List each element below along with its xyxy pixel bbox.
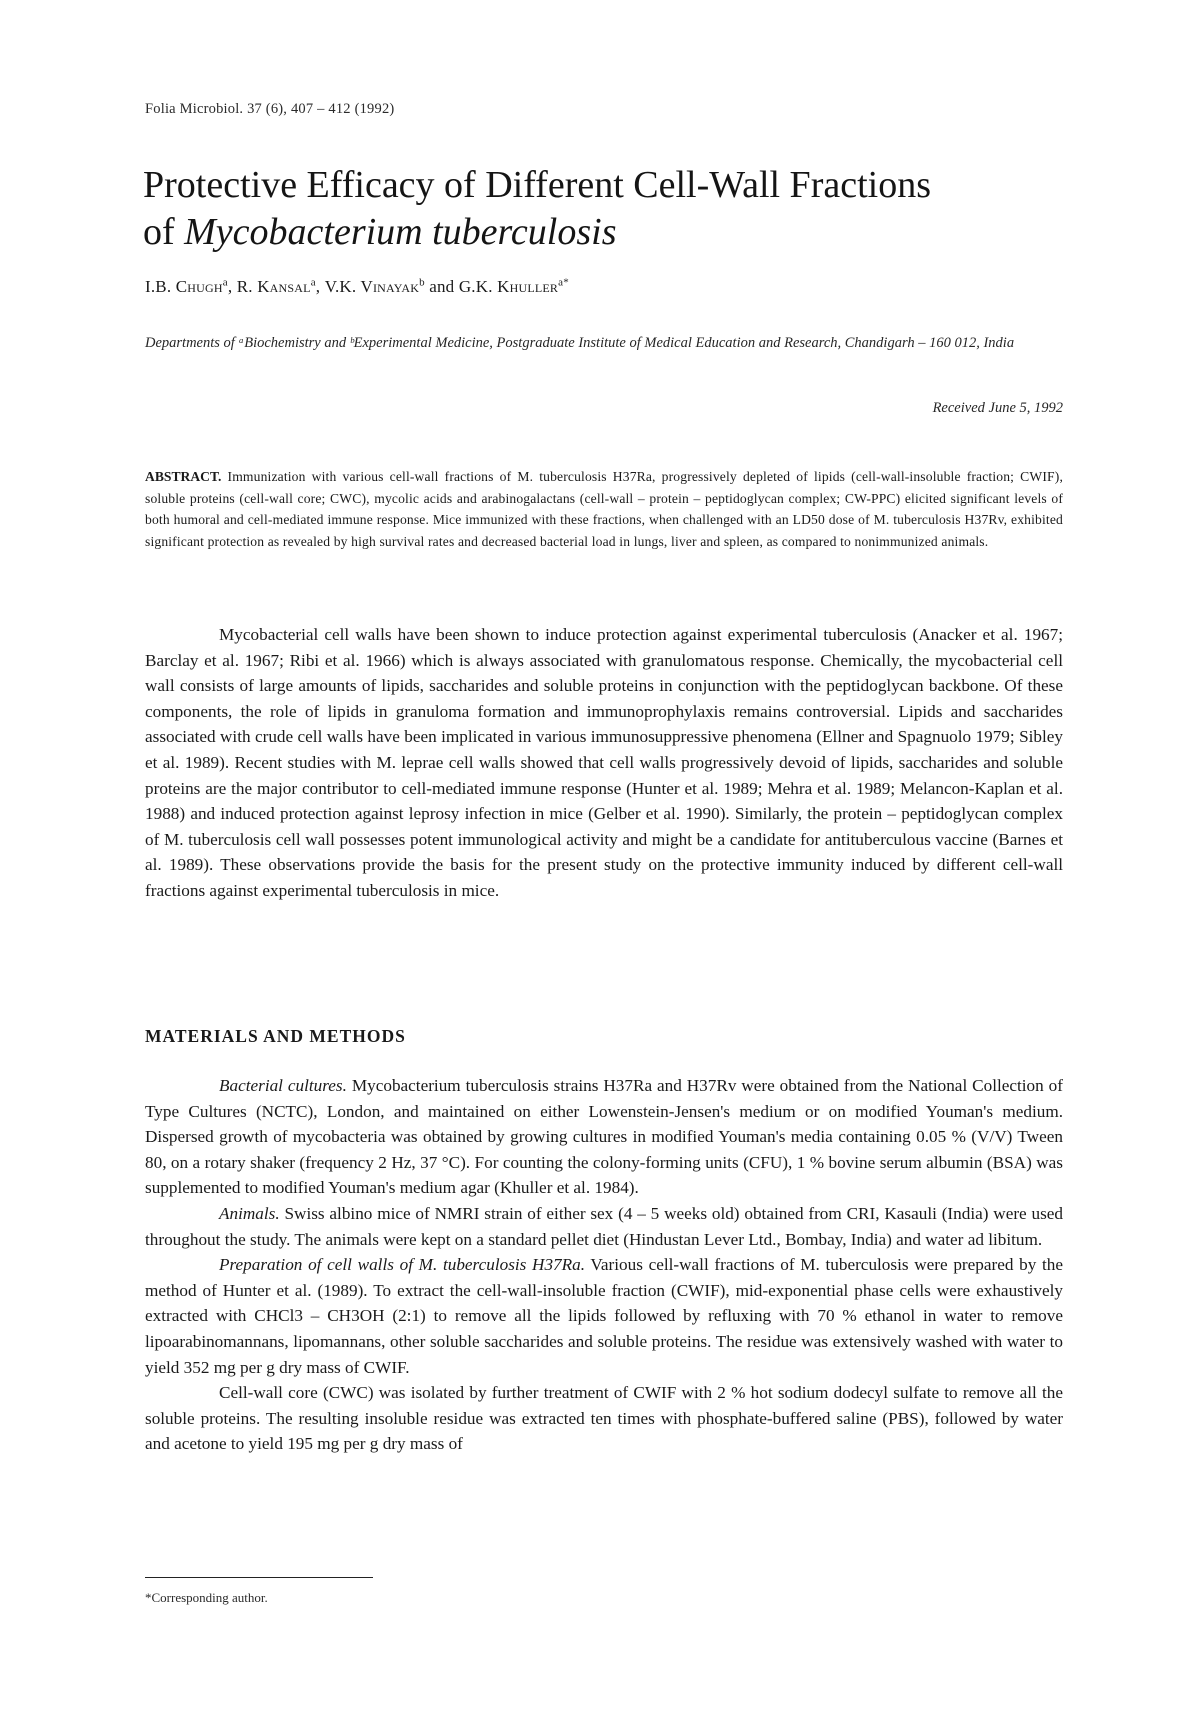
preparation-label: Preparation of cell walls of M. tuberculosis H37Ra. xyxy=(219,1255,586,1275)
author-separator: , xyxy=(227,277,237,296)
cwc-text: Cell-wall core (CWC) was isolated by further treatment of CWIF with 2 % hot sodium dodecyl sulfate to remove all the soluble proteins. The resulting insoluble residue was extracted ten times with phosphate-buffered saline (PBS), followed by water and acetone to yield 195 mg per g dry mass of xyxy=(145,1383,1063,1454)
section-heading-methods: MATERIALS AND METHODS xyxy=(145,1026,406,1046)
animals-label: Animals. xyxy=(219,1203,280,1223)
animals-paragraph xyxy=(145,1201,1063,1252)
author-affiliation-mark: a xyxy=(222,276,228,289)
abstract-label: ABSTRACT. xyxy=(145,469,222,484)
intro-paragraph xyxy=(145,622,1063,904)
author-list xyxy=(145,277,569,297)
bacterial-cultures-text: Mycobacterium tuberculosis strains H37Ra and H37Rv were obtained from the National Collection of Type Cultures (NCTC), London, and maintained on either Lowenstein-Jensen's medium or on modified Youman's medium. Dispersed growth of mycobacteria was obtained by growing cultures in modified Youman's media containing 0.05 % (V/V) Tween 80, on a rotary shaker (frequency 2 Hz, 37 °C). For counting the colony-forming units (CFU), 1 % bovine serum albumin (BSA) was supplemented to modified Youman's medium agar (Khuller et al. 1984). xyxy=(145,1076,1063,1198)
abstract-text: Immunization with various cell-wall fractions of M. tuberculosis H37Ra, progressively depleted of lipids (cell-wall-insoluble fraction; CWIF), soluble proteins (cell-wall core; CWC), mycolic acids and arabinogalactans (cell-wall – protein – peptidoglycan complex; CW-PPC) elicited significant levels of both humoral and cell-mediated immune response. Mice immunized with these fractions, when challenged with an LD50 dose of M. tuberculosis H37Rv, exhibited significant protection as revealed by high survival rates and decreased bacterial load in lungs, liver and spleen, as compared to nonimmunized animals. xyxy=(145,469,1063,549)
methods-body xyxy=(145,1073,1063,1457)
animals-text: Swiss albino mice of NMRI strain of either sex (4 – 5 weeks old) obtained from CRI, Kasauli (India) were used throughout the study. The animals were kept on a standard pellet diet (Hindustan Lever Ltd., Bombay, India) and water ad libitum. xyxy=(145,1203,1063,1249)
author-affiliation-mark: a* xyxy=(558,276,569,289)
cwc-paragraph xyxy=(145,1380,1063,1457)
author-affiliation-mark: b xyxy=(419,276,425,289)
bacterial-cultures-label: Bacterial cultures. xyxy=(219,1076,347,1095)
abstract xyxy=(145,466,1063,552)
author-separator: and xyxy=(424,277,459,296)
title-line-1: Protective Efficacy of Different Cell-Wall Fractions xyxy=(143,164,931,206)
author-affiliation-mark: a xyxy=(310,276,316,289)
intro-text: Mycobacterial cell walls have been shown to induce protection against experimental tuberculosis (Anacker et al. 1967; Barclay et al. 1967; Ribi et al. 1966) which is always associated with granulomatous response. Chemically, the mycobacterial cell wall consists of large amounts of lipids, saccharides and soluble proteins in conjunction with the peptidoglycan backbone. Of these components, the role of lipids in granuloma formation and immunoprophylaxis remains controversial. Lipids and saccharides associated with crude cell walls have been implicated in various immunosuppressive phenomena (Ellner and Spagnuolo 1979; Sibley et al. 1989). Recent studies with M. leprae cell walls showed that cell walls progressively devoid of lipids, saccharides and soluble proteins are the major contributor to cell-mediated immune response (Hunter et al. 1989; Mehra et al. 1989; Melancon-Kaplan et al. 1988) and induced protection against leprosy infection in mice (Gelber et al. 1990). Similarly, the protein – peptidoglycan complex of M. tuberculosis cell wall possesses potent immunological activity and might be a candidate for antituberculous vaccine (Barnes et al. 1989). These observations provide the basis for the present study on the protective immunity induced by different cell-wall fractions against experimental tuberculosis in mice. xyxy=(145,625,1063,900)
title-line-2-prefix: of xyxy=(143,211,185,253)
journal-reference: Folia Microbiol. 37 (6), 407 – 412 (1992) xyxy=(145,101,395,117)
article-title xyxy=(143,162,1103,256)
bacterial-cultures-paragraph xyxy=(145,1073,1063,1201)
author-separator: , xyxy=(315,277,325,296)
preparation-text: Various cell-wall fractions of M. tuberculosis were prepared by the method of Hunter et al. (1989). To extract the cell-wall-insoluble fraction (CWIF), mid-exponential phase cells were exhaustively extracted with CHCl3 – CH3OH (2:1) to remove all the lipids followed by refluxing with 70 % ethanol in water to remove lipoarabinomannans, lipomannans, other soluble saccharides and soluble proteins. The residue was extensively washed with water to yield 352 mg per g dry mass of CWIF. xyxy=(145,1255,1063,1377)
corresponding-author-footnote: *Corresponding author. xyxy=(145,1590,268,1605)
author-name: R. Kansal xyxy=(236,277,311,296)
received-date: Received June 5, 1992 xyxy=(932,400,1063,416)
affiliation: Departments of ᵃBiochemistry and ᵇExperimental Medicine, Postgraduate Institute of Medical Education and Research, Chandigarh – 160 012, India xyxy=(145,335,1015,351)
author-name: V.K. Vinayak xyxy=(324,277,420,296)
author-name: I.B. Chugh xyxy=(145,277,223,296)
footnote-rule xyxy=(145,1577,373,1578)
title-species: Mycobacterium tuberculosis xyxy=(184,211,617,253)
author-name: G.K. Khuller xyxy=(458,277,559,296)
preparation-paragraph xyxy=(145,1252,1063,1380)
